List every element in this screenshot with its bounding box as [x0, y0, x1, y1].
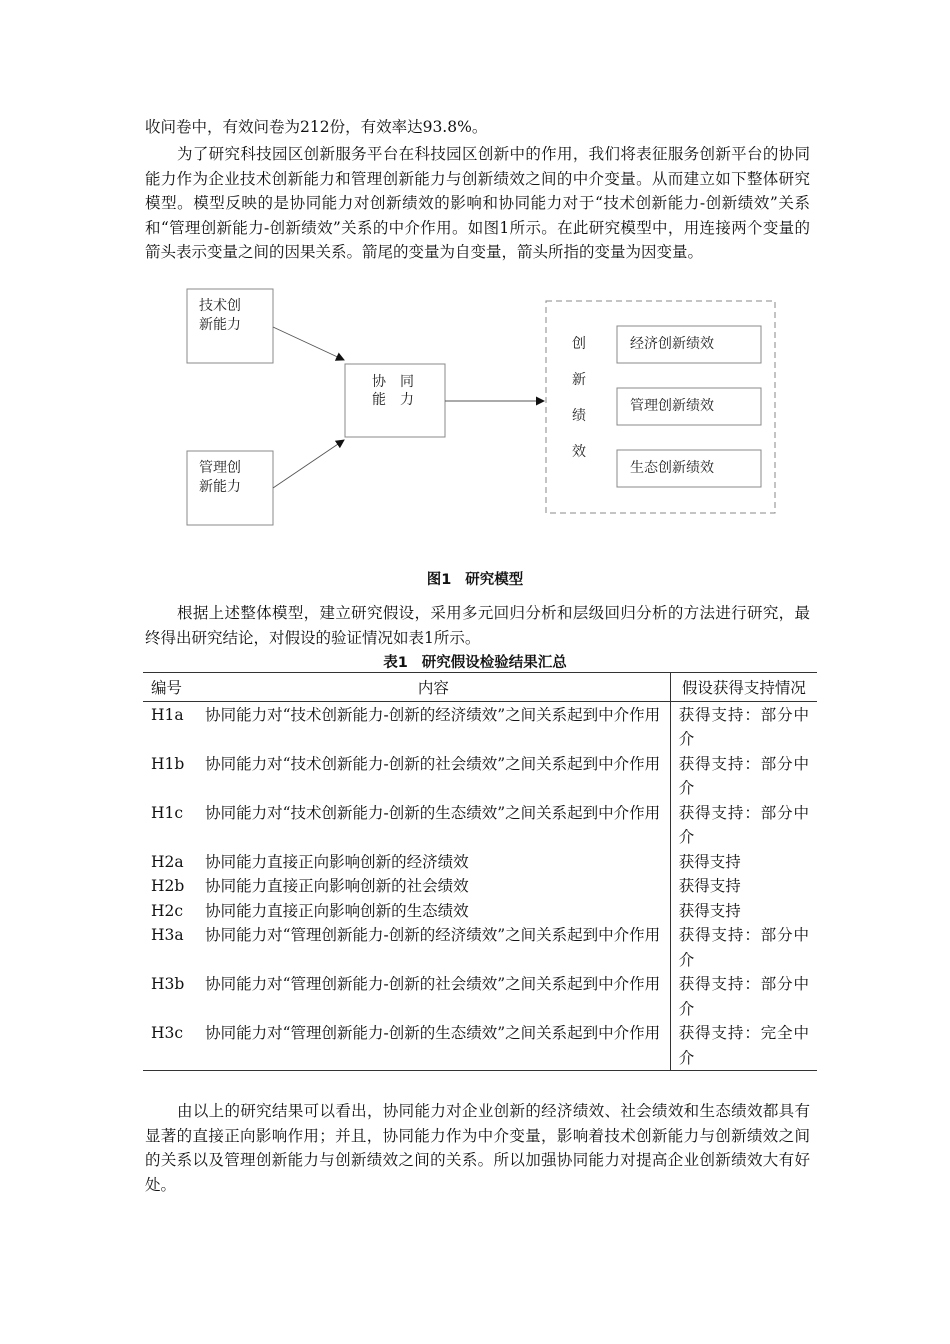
economic-performance-label: 经济创新绩效 [630, 336, 714, 352]
header-support: 假设获得支持情况 [670, 673, 817, 702]
cell-content: 协同能力对“技术创新能力-创新的经济绩效”之间关系起到中介作用 [205, 705, 661, 724]
paragraph-survey-result: 收问卷中，有效问卷为212份，有效率达93.8%。 [145, 118, 488, 136]
table-row [143, 801, 817, 850]
synergy-box-line2: 能 力 [372, 392, 414, 408]
cell-id: H2b [151, 877, 185, 895]
figure-title: 研究模型 [465, 572, 524, 588]
performance-label-char-4: 效 [572, 444, 586, 460]
figure-caption [0, 568, 950, 589]
cell-content: 协同能力对“管理创新能力-创新的经济绩效”之间关系起到中介作用 [205, 926, 661, 944]
tech-box-line2: 新能力 [199, 317, 241, 333]
cell-id: H3b [151, 975, 185, 993]
hypothesis-results-table [143, 672, 817, 1071]
cell-result: 获得支持 [670, 850, 817, 875]
cell-content: 协同能力对“管理创新能力-创新的社会绩效”之间关系起到中介作用 [205, 975, 661, 993]
synergy-box-line1: 协 同 [372, 374, 414, 390]
cell-id: H1a [151, 705, 184, 724]
table-row [143, 752, 817, 801]
table-row [143, 850, 817, 875]
cell-content: 协同能力对“管理创新能力-创新的生态绩效”之间关系起到中介作用 [205, 1024, 661, 1042]
paragraph-conclusion: 由以上的研究结果可以看出，协同能力对企业创新的经济绩效、社会绩效和生态绩效都具有显著的直接正向影响作用；并且，协同能力作为中介变量，影响着技术创新能力与创新绩效之间的关系以及管理创新能力与创新绩效之间的关系。所以加强协同能力对提高企业创新绩效大有好处。 [145, 1102, 810, 1194]
cell-result: 获得支持 [670, 874, 817, 899]
cell-result: 获得支持 [670, 899, 817, 924]
cell-result: 获得支持：部分中介 [670, 752, 817, 801]
performance-label-char-3: 绩 [572, 408, 586, 424]
cell-id: H1b [151, 754, 185, 773]
arrow-tech-to-synergy [273, 327, 344, 360]
table-number: 表1 [383, 655, 408, 671]
table-row [143, 701, 817, 752]
research-model-diagram [0, 0, 950, 560]
cell-id: H3c [151, 1024, 184, 1042]
cell-content: 协同能力直接正向影响创新的生态绩效 [205, 901, 469, 920]
arrow-mgmt-to-synergy [273, 440, 344, 488]
table-row [143, 874, 817, 899]
cell-content: 协同能力对“技术创新能力-创新的生态绩效”之间关系起到中介作用 [205, 803, 661, 822]
paragraph-model-intro: 为了研究科技园区创新服务平台在科技园区创新中的作用，我们将表征服务创新平台的协同能力作为企业技术创新能力和管理创新能力与创新绩效之间的中介变量。从而建立如下整体研究模型。模型反映的是协同能力对创新绩效的影响和协同能力对于“技术创新能力-创新绩效”关系和“管理创新能力-创新绩效”关系的中介作用。如图1所示。在此研究模型中，用连接两个变量的箭头表示变量之间的因果关系。箭尾的变量为自变量，箭头所指的变量为因变量。 [145, 145, 810, 261]
table-row [143, 899, 817, 924]
table-title: 研究假设检验结果汇总 [421, 655, 567, 671]
performance-label-char-2: 新 [572, 372, 586, 388]
management-performance-label: 管理创新绩效 [630, 398, 714, 414]
cell-id: H3a [151, 926, 184, 944]
table-row [143, 923, 817, 972]
cell-id: H2a [151, 852, 184, 871]
cell-result: 获得支持：部分中介 [670, 972, 817, 1021]
table-row [143, 1021, 817, 1071]
figure-number: 图1 [426, 572, 452, 588]
table-caption [0, 651, 950, 672]
header-content: 内容 [197, 673, 670, 702]
table-row [143, 972, 817, 1021]
header-id: 编号 [143, 673, 197, 702]
cell-result: 获得支持：部分中介 [670, 801, 817, 850]
mgmt-box-line1: 管理创 [199, 460, 241, 476]
cell-content: 协同能力直接正向影响创新的社会绩效 [205, 877, 469, 895]
cell-id: H1c [151, 803, 184, 822]
cell-id: H2c [151, 901, 184, 920]
cell-content: 协同能力直接正向影响创新的经济绩效 [205, 852, 469, 871]
cell-content: 协同能力对“技术创新能力-创新的社会绩效”之间关系起到中介作用 [205, 754, 661, 773]
cell-result: 获得支持：完全中介 [670, 1021, 817, 1071]
cell-result: 获得支持：部分中介 [670, 701, 817, 752]
mgmt-box-line2: 新能力 [199, 479, 241, 495]
table-header-row [143, 673, 817, 702]
paragraph-hypothesis-method: 根据上述整体模型，建立研究假设，采用多元回归分析和层级回归分析的方法进行研究，最终得出研究结论，对假设的验证情况如表1所示。 [145, 604, 810, 647]
tech-box-line1: 技术创 [199, 298, 241, 314]
ecological-performance-label: 生态创新绩效 [630, 460, 714, 476]
performance-label-char-1: 创 [572, 336, 586, 352]
cell-result: 获得支持：部分中介 [670, 923, 817, 972]
